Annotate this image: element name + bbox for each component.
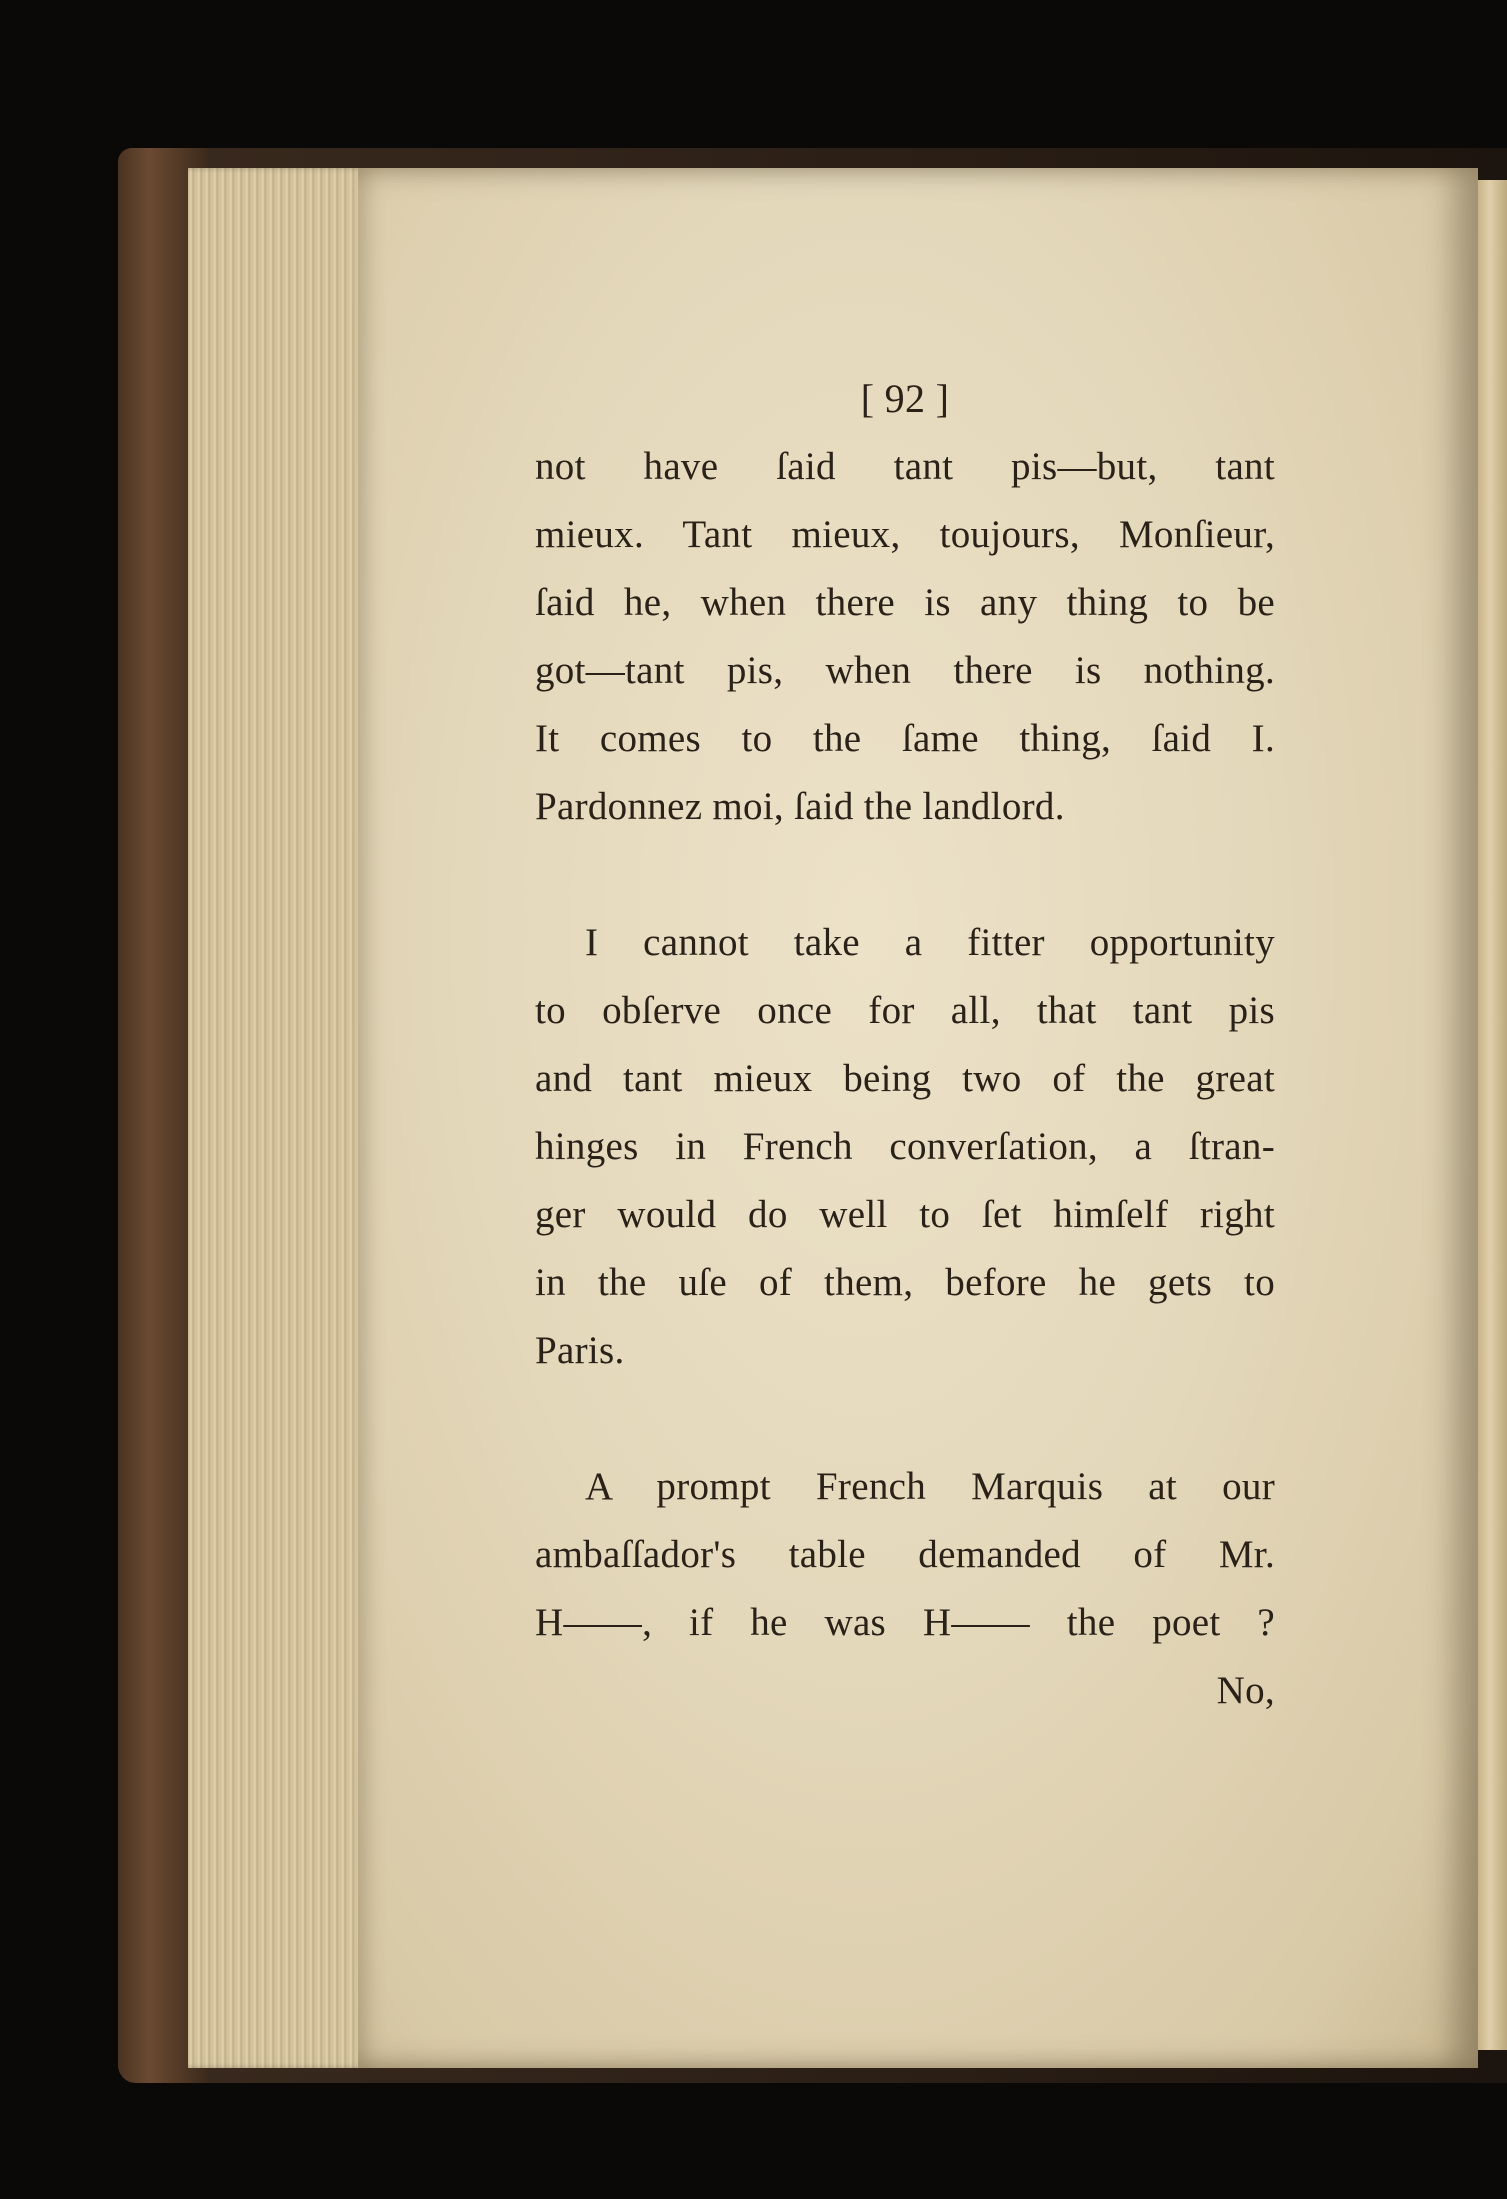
paragraph-3 [535, 1453, 1275, 1725]
text-line: got—tant pis, when there is nothing. [535, 649, 1275, 692]
page-number: [ 92 ] [860, 376, 950, 421]
text-line: ger would do well to ſet himſelf right [535, 1193, 1275, 1236]
text-line: It comes to the ſame thing, ſaid I. [535, 717, 1275, 760]
page-stack-edges [188, 168, 370, 2068]
text-line: I cannot take a fitter opportunity [585, 921, 1275, 964]
text-line: Paris. [535, 1329, 625, 1372]
paragraph-2 [535, 909, 1275, 1385]
text-line: Pardonnez moi, ſaid the landlord. [535, 785, 1065, 828]
text-line: not have ſaid tant pis—but, tant [535, 445, 1275, 488]
text-line: ambaſſador's table demanded of Mr. [535, 1533, 1275, 1576]
text-line: to obſerve once for all, that tant pis [535, 989, 1275, 1032]
text-line: in the uſe of them, before he gets to [535, 1261, 1275, 1304]
text-line: A prompt French Marquis at our [585, 1465, 1275, 1508]
catchword: No, [1216, 1669, 1275, 1712]
page-body [535, 433, 1275, 1725]
text-line: and tant mieux being two of the great [535, 1057, 1275, 1100]
text-line: hinges in French converſation, a ſtran- [535, 1125, 1275, 1168]
paragraph-1 [535, 433, 1275, 841]
text-line: mieux. Tant mieux, toujours, Monſieur, [535, 513, 1275, 556]
facing-page-edge [1478, 180, 1507, 2050]
text-line: H——, if he was H—— the poet ? [535, 1601, 1275, 1644]
text-line: ſaid he, when there is any thing to be [535, 581, 1275, 624]
